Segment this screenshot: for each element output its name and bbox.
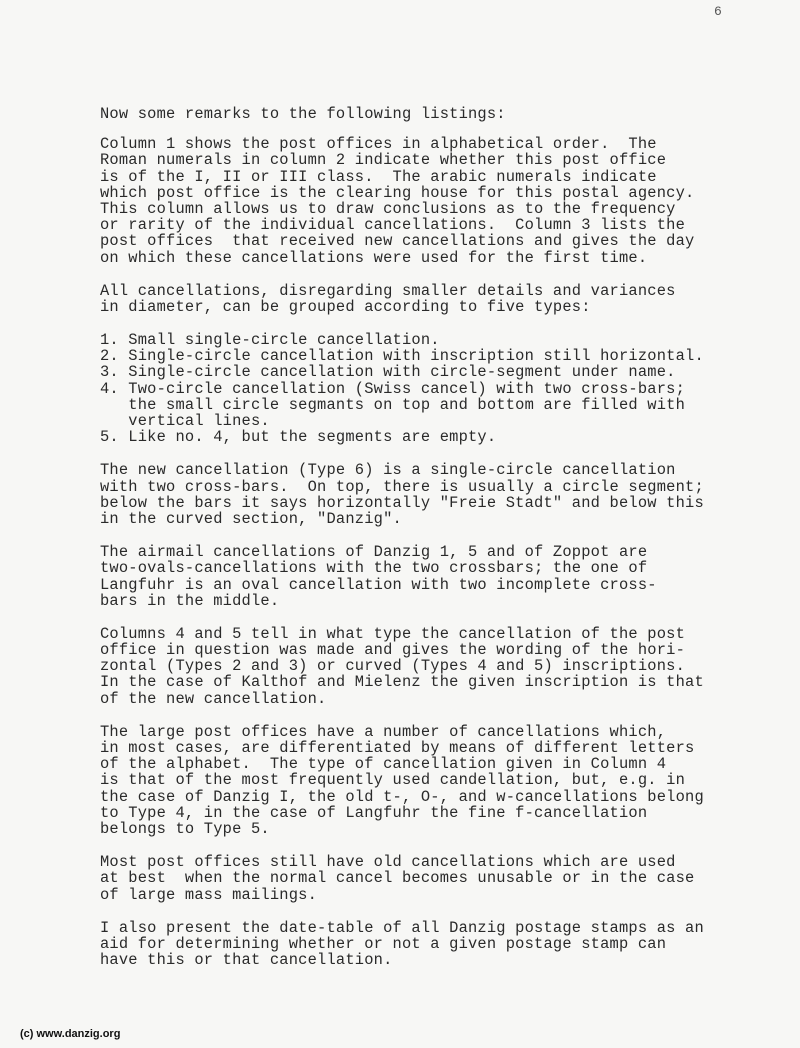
paragraph-line: of the alphabet. The type of cancellation given in Column 4 — [100, 755, 667, 774]
paragraph-line: of large mass mailings. — [100, 885, 318, 904]
paragraph-line: two-ovals-cancellations with the two crossbars; the one of — [100, 559, 648, 578]
paragraph-line: is that of the most frequently used candellation, but, e.g. in — [100, 771, 686, 790]
paragraph-line: The airmail cancellations of Danzig 1, 5 and of Zoppot are — [100, 543, 648, 562]
paragraph-line: All cancellations, disregarding smaller details and variances — [100, 281, 676, 300]
paragraph-line: In the case of Kalthof and Mielenz the given inscription is that — [100, 673, 704, 692]
list-item: 5. Like no. 4, but the segments are empty. — [100, 428, 497, 447]
list-item: 2. Single-circle cancellation with inscription still horizontal. — [100, 347, 704, 366]
paragraph-line: office in question was made and gives the wording of the hori- — [100, 641, 686, 660]
paragraph-line: or rarity of the individual cancellations. Column 3 lists the — [100, 216, 686, 235]
list-item: vertical lines. — [100, 412, 270, 430]
paragraphs-before-list — [100, 136, 750, 315]
list-item: 3. Single-circle cancellation with circle-segment under name. — [100, 363, 676, 382]
paragraphs-after-list — [100, 462, 750, 968]
paragraph-line: of the new cancellation. — [100, 689, 327, 708]
paragraph-line: in most cases, are differentiated by means of different letters — [100, 739, 695, 757]
paragraph-line: Roman numerals in column 2 indicate whether this post office — [100, 151, 667, 170]
paragraph — [100, 136, 750, 266]
paragraph-line: Column 1 shows the post offices in alphabetical order. The — [100, 135, 657, 154]
paragraph-line: Most post offices still have old cancellations which are used — [100, 853, 676, 872]
paragraph-line: bars in the middle. — [100, 591, 280, 610]
paragraph-line: with two cross-bars. On top, there is usually a circle segment; — [100, 477, 704, 496]
paragraph-line: at best when the normal cancel becomes unusable or in the case — [100, 869, 695, 888]
paragraph-line: the case of Danzig I, the old t-, O-, and w-cancellations belong — [100, 787, 704, 806]
paragraph-line: on which these cancellations were used for the first time. — [100, 248, 648, 267]
paragraph-line: which post office is the clearing house for this postal agency. — [100, 183, 695, 202]
heading-text: Now some remarks to the following listings: — [100, 105, 506, 123]
paragraph-line: in the curved section, "Danzig". — [100, 509, 402, 528]
paragraph-line: post offices that received new cancellations and gives the day — [100, 232, 695, 251]
paragraph-line: in diameter, can be grouped according to five types: — [100, 297, 591, 316]
list-item: the small circle segmants on top and bottom are filled with — [100, 395, 686, 414]
list-item: 4. Two-circle cancellation (Swiss cancel) with two cross-bars; — [100, 379, 686, 398]
copyright-footer: (c) www.danzig.org — [20, 1028, 121, 1040]
heading — [100, 106, 750, 122]
paragraph-line: I also present the date-table of all Danzig postage stamps as an — [100, 918, 704, 937]
paragraph — [100, 544, 750, 609]
paragraph-line: is of the I, II or III class. The arabic numerals indicate — [100, 167, 657, 186]
paragraph-line: This column allows us to draw conclusions as to the frequency — [100, 199, 676, 218]
paragraph-line: belongs to Type 5. — [100, 819, 270, 838]
paragraph-line: below the bars it says horizontally "Freie Stadt" and below this — [100, 493, 704, 512]
paragraph — [100, 462, 750, 527]
paragraph — [100, 283, 750, 315]
paragraph — [100, 854, 750, 903]
paragraph-line: The large post offices have a number of cancellations which, — [100, 722, 667, 741]
paragraph — [100, 724, 750, 837]
document-body — [100, 106, 750, 985]
paragraph-line: aid for determining whether or not a given postage stamp can — [100, 934, 667, 953]
list-item: 1. Small single-circle cancellation. — [100, 331, 440, 350]
paragraph-line: Langfuhr is an oval cancellation with two incomplete cross- — [100, 575, 657, 594]
paragraph-line: zontal (Types 2 and 3) or curved (Types 4 and 5) inscriptions. — [100, 657, 686, 676]
paragraph — [100, 626, 750, 707]
paragraph — [100, 920, 750, 969]
types-list — [100, 332, 750, 445]
paragraph-line: have this or that cancellation. — [100, 951, 393, 970]
page-number: 6 — [714, 4, 722, 19]
paragraph-line: The new cancellation (Type 6) is a single-circle cancellation — [100, 461, 676, 480]
paragraph-line: Columns 4 and 5 tell in what type the cancellation of the post — [100, 624, 686, 643]
paragraph-line: to Type 4, in the case of Langfuhr the fine f-cancellation — [100, 803, 648, 822]
